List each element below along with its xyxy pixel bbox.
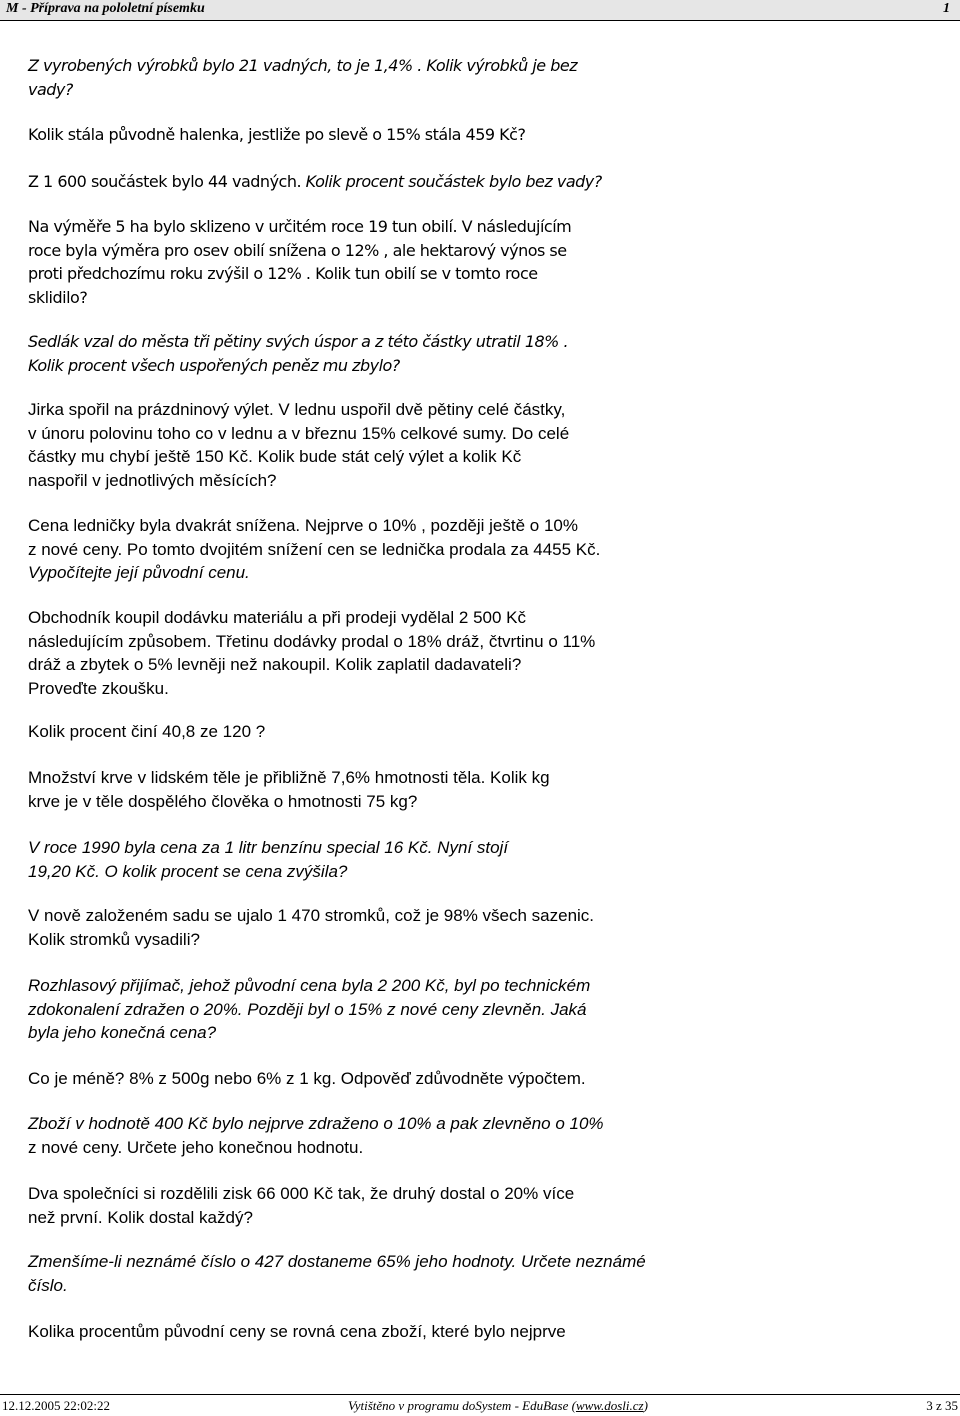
text-line: Kolika procentům původní ceny se rovná cena zboží, které bylo nejprve (28, 1322, 566, 1341)
problem-9 (28, 720, 708, 744)
text-line: Na výměře 5 ha bylo sklizeno v určitém roce 19 tun obilí. V následujícím (28, 217, 572, 236)
page-header (0, 0, 960, 21)
printed-by-note (348, 1398, 648, 1414)
text-line: dráž a zbytek o 5% levněji než nakoupil. Kolik zaplatil dadavateli? (28, 655, 522, 674)
text-line: Z vyrobených výrobků bylo 21 vadných, to je 1,4% . Kolik výrobků je bez (28, 56, 578, 75)
text-line: naspořil v jednotlivých měsících? (28, 470, 277, 490)
printed-prefix: Vytištěno v programu doSystem - EduBase ( (348, 1398, 576, 1413)
text-line: Kolik procent činí 40,8 ze 120 ? (28, 722, 266, 741)
problem-6 (28, 398, 708, 492)
problem-18 (28, 1320, 708, 1344)
problem-2 (28, 123, 708, 147)
text-segment: Kolik procent součástek bylo bez vady? (305, 172, 602, 191)
text-line: Zmenšíme-li neznámé číslo o 427 dostaneme 65% jeho hodnoty. Určete neznámé (28, 1252, 646, 1271)
problem-12 (28, 904, 708, 951)
text-line: Co je méně? 8% z 500g nebo 6% z 1 kg. Odpověď zdůvodněte výpočtem. (28, 1069, 586, 1088)
problem-5 (28, 330, 708, 377)
problem-16 (28, 1182, 708, 1229)
text-line: 19,20 Kč. O kolik procent se cena zvýšila? (28, 861, 348, 881)
text-line: proti předchozímu roku zvýšil o 12% . Kolik tun obilí se v tomto roce (28, 264, 538, 283)
problem-7 (28, 514, 708, 585)
text-line: z nové ceny. Po tomto dvojitém snížení cen se lednička prodala za 4455 Kč. (28, 539, 601, 559)
text-line: Kolik procent všech uspořených peněz mu zbylo? (28, 355, 400, 375)
text-line: Cena ledničky byla dvakrát snížena. Nejprve o 10% , později ještě o 10% (28, 516, 578, 535)
text-line: částky mu chybí ještě 150 Kč. Kolik bude stát celý výlet a kolik Kč (28, 447, 522, 466)
text-line: Dva společníci si rozdělili zisk 66 000 Kč tak, že druhý dostal o 20% více (28, 1184, 575, 1203)
text-line: byla jeho konečná cena? (28, 1023, 217, 1042)
problem-17 (28, 1250, 708, 1297)
text-segment: Z 1 600 součástek bylo 44 vadných. (28, 172, 306, 191)
text-line: Vypočítejte její původní cenu. (28, 563, 250, 582)
problem-10 (28, 766, 708, 813)
problem-8 (28, 606, 708, 700)
text-line: Proveďte zkoušku. (28, 678, 169, 698)
header-page-number: 1 (943, 1, 950, 16)
text-line: Kolik stromků vysadili? (28, 929, 200, 949)
text-line: Kolik stála původně halenka, jestliže po slevě o 15% stála 459 Kč? (28, 125, 526, 144)
text-line: Obchodník koupil dodávku materiálu a při prodeji vydělal 2 500 Kč (28, 608, 527, 627)
problem-4 (28, 215, 708, 309)
problem-1 (28, 54, 708, 101)
problem-15 (28, 1112, 708, 1159)
text-line: následujícím způsobem. Třetinu dodávky prodal o 18% dráž, čtvrtinu o 11% (28, 631, 596, 651)
text-line: zdokonalení zdražen o 20%. Později byl o 15% z nové ceny zlevněn. Jaká (28, 999, 587, 1019)
text-line: Rozhlasový přijímač, jehož původní cena byla 2 200 Kč, byl po technickém (28, 976, 591, 995)
text-line (28, 170, 708, 194)
text-line: z nové ceny. Určete jeho konečnou hodnotu. (28, 1137, 364, 1157)
problem-3 (28, 170, 708, 194)
page-footer (0, 1394, 960, 1416)
text-line: v únoru polovinu toho co v lednu a v březnu 15% celkové sumy. Do celé (28, 423, 570, 443)
text-line: Sedlák vzal do města tři pětiny svých úspor a z této částky utratil 18% . (28, 332, 569, 351)
text-line: Zboží v hodnotě 400 Kč bylo nejprve zdraženo o 10% a pak zlevněno o 10% (28, 1114, 604, 1133)
text-line: V nově založeném sadu se ujalo 1 470 stromků, což je 98% všech sazenic. (28, 906, 595, 925)
problem-13 (28, 974, 708, 1045)
text-line: sklidilo? (28, 287, 88, 307)
print-timestamp: 12.12.2005 22:02:22 (2, 1398, 110, 1413)
text-line: vady? (28, 79, 73, 99)
page-counter: 3 z 35 (926, 1398, 958, 1413)
text-line: roce byla výměra pro osev obilí snížena o 12% , ale hektarový výnos se (28, 240, 567, 260)
text-line: krve je v těle dospělého člověka o hmotnosti 75 kg? (28, 791, 418, 811)
text-line: V roce 1990 byla cena za 1 litr benzínu special 16 Kč. Nyní stojí (28, 838, 509, 857)
text-line: Množství krve v lidském těle je přibližně 7,6% hmotnosti těla. Kolik kg (28, 768, 550, 787)
printed-suffix: ) (643, 1398, 648, 1413)
problem-14 (28, 1067, 708, 1091)
problem-11 (28, 836, 708, 883)
text-line: než první. Kolik dostal každý? (28, 1207, 253, 1227)
text-line: číslo. (28, 1275, 68, 1295)
text-line: Jirka spořil na prázdninový výlet. V lednu uspořil dvě pětiny celé částky, (28, 400, 566, 419)
document-title: M - Příprava na pololetní písemku (6, 1, 205, 16)
website-link[interactable]: www.dosli.cz (575, 1398, 644, 1413)
